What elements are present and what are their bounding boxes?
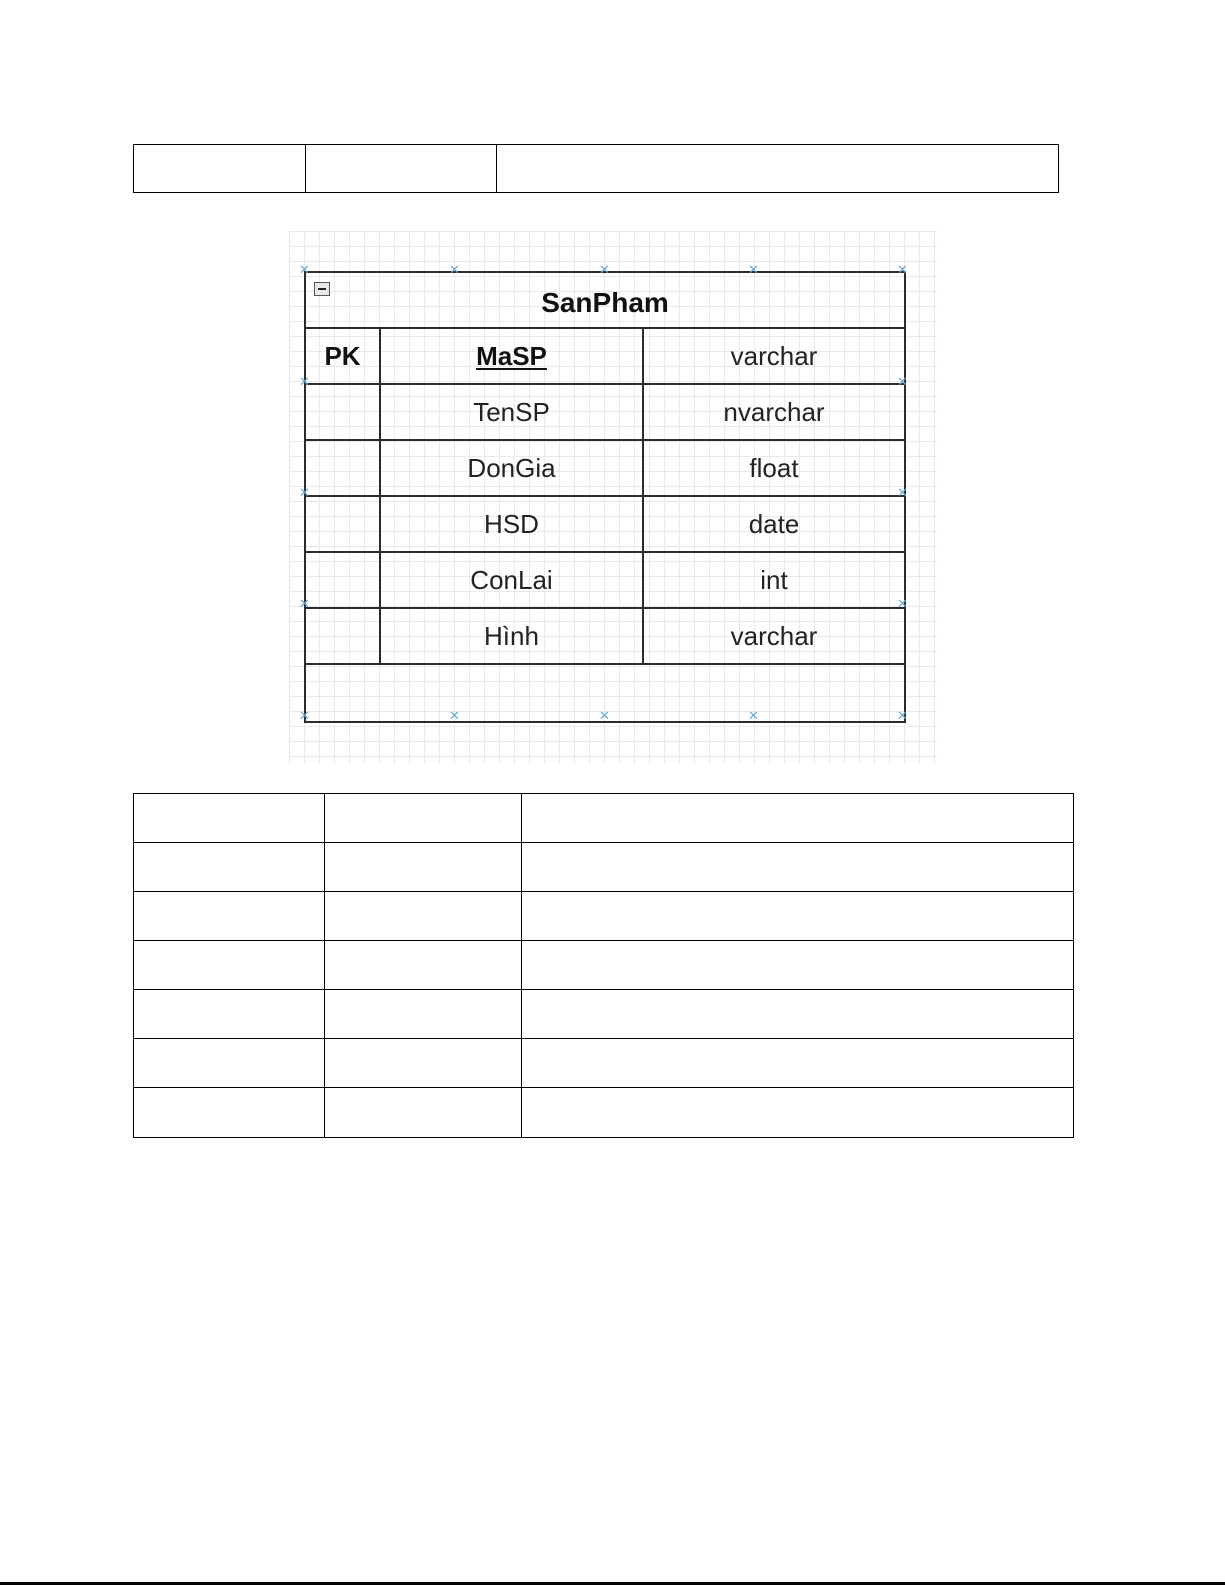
table-cell: [306, 145, 497, 192]
resize-handle-icon[interactable]: ✕: [449, 263, 460, 278]
resize-handle-icon[interactable]: ✕: [897, 486, 908, 501]
column-row[interactable]: [306, 553, 904, 609]
column-row[interactable]: [306, 441, 904, 497]
resize-handle-icon[interactable]: ✕: [299, 709, 310, 724]
table-cell: [497, 145, 1058, 192]
table-row: [134, 1088, 1073, 1137]
column-name: DonGia: [381, 441, 644, 495]
resize-handle-icon[interactable]: ✕: [897, 263, 908, 278]
column-type: varchar: [730, 620, 818, 651]
table-cell: [134, 145, 306, 192]
column-name: TenSP: [381, 385, 644, 439]
column-key: PK: [306, 329, 381, 383]
table-cell: [522, 1088, 1073, 1137]
column-row[interactable]: [306, 385, 904, 441]
top-table: [133, 144, 1059, 193]
column-type: int: [760, 564, 788, 595]
entity-sanpham[interactable]: [304, 271, 906, 723]
column-key: [306, 553, 381, 607]
column-type: date: [748, 508, 800, 539]
entity-header: [306, 273, 904, 329]
resize-handle-icon[interactable]: ✕: [299, 486, 310, 501]
table-cell: [522, 1039, 1073, 1087]
resize-handle-icon[interactable]: ✕: [897, 375, 908, 390]
table-row: [134, 941, 1073, 990]
table-cell: [325, 843, 522, 891]
column-key: [306, 441, 381, 495]
column-row[interactable]: [306, 329, 904, 385]
column-row[interactable]: [306, 497, 904, 553]
table-cell: [134, 843, 325, 891]
table-cell: [134, 990, 325, 1038]
table-row: [134, 892, 1073, 941]
table-cell: [325, 1088, 522, 1137]
bottom-table: [133, 793, 1074, 1138]
table-cell: [134, 941, 325, 989]
column-key: [306, 385, 381, 439]
column-key: [306, 497, 381, 551]
table-cell: [522, 892, 1073, 940]
table-cell: [522, 941, 1073, 989]
entity-title: SanPham: [541, 287, 669, 318]
resize-handle-icon[interactable]: ✕: [599, 263, 610, 278]
table-cell: [325, 1039, 522, 1087]
column-type: float: [749, 452, 799, 483]
table-cell: [522, 843, 1073, 891]
resize-handle-icon[interactable]: ✕: [748, 709, 759, 724]
table-row: [134, 1039, 1073, 1088]
table-cell: [522, 990, 1073, 1038]
resize-handle-icon[interactable]: ✕: [748, 263, 759, 278]
column-name: HSD: [381, 497, 644, 551]
resize-handle-icon[interactable]: ✕: [299, 263, 310, 278]
table-cell: [325, 941, 522, 989]
column-name: Hình: [381, 609, 644, 663]
table-cell: [134, 1088, 325, 1137]
column-name: ConLai: [381, 553, 644, 607]
resize-handle-icon[interactable]: ✕: [897, 709, 908, 724]
table-row: [134, 843, 1073, 892]
column-type: varchar: [730, 340, 818, 371]
column-key: [306, 609, 381, 663]
table-cell: [522, 794, 1073, 842]
table-cell: [134, 1039, 325, 1087]
column-name: MaSP: [381, 329, 644, 383]
table-cell: [325, 990, 522, 1038]
table-cell: [325, 892, 522, 940]
column-type: nvarchar: [723, 396, 825, 427]
resize-handle-icon[interactable]: ✕: [299, 375, 310, 390]
table-row: [134, 990, 1073, 1039]
resize-handle-icon[interactable]: ✕: [599, 709, 610, 724]
diagram-canvas: [289, 231, 937, 763]
table-cell: [134, 892, 325, 940]
table-cell: [325, 794, 522, 842]
resize-handle-icon[interactable]: ✕: [299, 597, 310, 612]
resize-handle-icon[interactable]: ✕: [897, 597, 908, 612]
table-cell: [134, 794, 325, 842]
resize-handle-icon[interactable]: ✕: [449, 709, 460, 724]
column-row[interactable]: [306, 609, 904, 665]
table-row: [134, 794, 1073, 843]
